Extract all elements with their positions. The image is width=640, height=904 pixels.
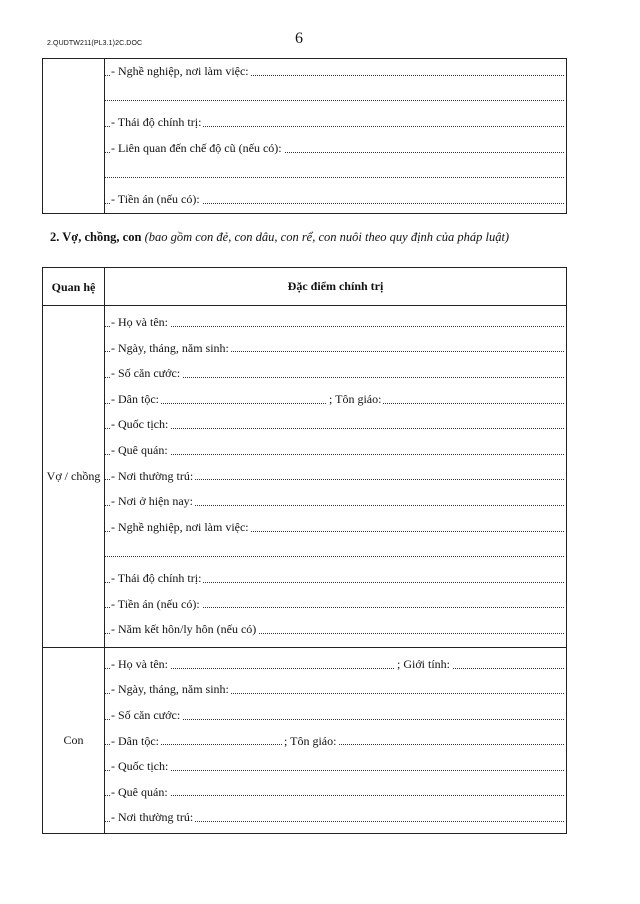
spouse-fields bbox=[105, 306, 567, 648]
header-relation: Quan hệ bbox=[43, 268, 105, 306]
field-full-name: - Họ và tên: ; Giới tính: bbox=[105, 652, 566, 678]
field-ethnicity: - Dân tộc: ; Tôn giáo: bbox=[105, 387, 566, 413]
section-title: 2. Vợ, chồng, con bbox=[50, 230, 142, 244]
relation-child: Con bbox=[43, 647, 105, 833]
relation-spouse: Vợ / chồng bbox=[43, 306, 105, 648]
field-marriage-year: - Năm kết hôn/ly hôn (nếu có) bbox=[105, 617, 566, 643]
field-criminal-record: - Tiền án (nếu có): bbox=[105, 187, 566, 213]
field-criminal-record: - Tiền án (nếu có): bbox=[105, 592, 566, 618]
field-id-number: - Số căn cước: bbox=[105, 703, 566, 729]
field-religion-label: ; Tôn giáo: bbox=[327, 387, 383, 413]
field-hometown: - Quê quán: bbox=[105, 780, 566, 806]
field-old-regime: - Liên quan đến chế độ cũ (nếu có): bbox=[105, 136, 566, 162]
field-occupation: - Nghề nghiệp, nơi làm việc: bbox=[105, 59, 566, 85]
field-full-name: - Họ và tên: bbox=[105, 310, 566, 336]
section-note: (bao gồm con đẻ, con dâu, con rể, con nuôi theo quy định của pháp luật) bbox=[144, 230, 510, 244]
field-permanent-residence: - Nơi thường trú: bbox=[105, 805, 566, 831]
field-continuation bbox=[105, 161, 566, 187]
field-continuation bbox=[105, 85, 566, 111]
field-occupation: - Nghề nghiệp, nơi làm việc: bbox=[105, 515, 566, 541]
field-date-of-birth: - Ngày, tháng, năm sinh: bbox=[105, 677, 566, 703]
field-id-number: - Số căn cước: bbox=[105, 361, 566, 387]
field-nationality: - Quốc tịch: bbox=[105, 754, 566, 780]
field-religion-label: ; Tôn giáo: bbox=[282, 729, 338, 755]
top-fields-cell bbox=[105, 59, 567, 214]
header-political-features: Đặc điểm chính trị bbox=[105, 268, 567, 306]
field-date-of-birth: - Ngày, tháng, năm sinh: bbox=[105, 336, 566, 362]
top-continuation-table bbox=[42, 58, 567, 214]
field-nationality: - Quốc tịch: bbox=[105, 412, 566, 438]
section-heading bbox=[50, 230, 509, 245]
top-relation-cell bbox=[43, 59, 105, 214]
field-permanent-residence: - Nơi thường trú: bbox=[105, 464, 566, 490]
field-current-residence: - Nơi ở hiện nay: bbox=[105, 489, 566, 515]
child-fields bbox=[105, 647, 567, 833]
field-hometown: - Quê quán: bbox=[105, 438, 566, 464]
field-continuation bbox=[105, 540, 566, 566]
family-table bbox=[42, 267, 567, 834]
field-ethnicity: - Dân tộc: ; Tôn giáo: bbox=[105, 729, 566, 755]
field-political-attitude: - Thái độ chính trị: bbox=[105, 110, 566, 136]
page-number: 6 bbox=[295, 30, 303, 47]
document-id: 2.QUDTW211(PL3.1)2C.DOC bbox=[47, 40, 143, 47]
field-gender-label: ; Giới tính: bbox=[395, 652, 452, 678]
field-political-attitude: - Thái độ chính trị: bbox=[105, 566, 566, 592]
